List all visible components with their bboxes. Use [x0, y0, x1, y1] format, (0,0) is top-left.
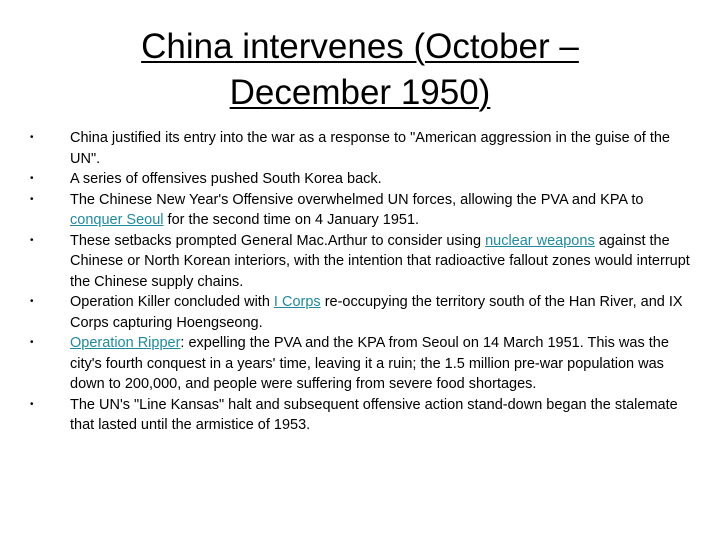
bullet-item-line-kansas — [28, 395, 690, 436]
bullet-text-pre: Operation Killer concluded with — [70, 294, 274, 310]
bullet-icon: • — [30, 296, 34, 307]
bullet-item-justification — [28, 128, 690, 169]
bullet-icon: • — [30, 193, 34, 205]
bullet-item-operation-ripper — [28, 333, 690, 395]
link-operation-ripper[interactable]: Operation Ripper — [70, 335, 181, 351]
bullet-item-offensives — [28, 169, 690, 190]
link-nuclear-weapons[interactable]: nuclear weapons — [485, 232, 595, 249]
bullet-text-post: : expelling the PVA and the KPA from Seoul on 14 March 1951. This was the city's fourth conquest in a years' time, leaving it a ruin; the 1.5 million pre-war population was down to 200,000, and people were suffering from severe food shortages. — [70, 335, 669, 392]
bullet-icon: • — [30, 132, 34, 143]
bullet-icon: • — [30, 173, 34, 184]
bullet-text-pre: The Chinese New Year's Offensive overwhelmed UN forces, allowing the PVA and KPA to — [70, 191, 644, 208]
bullet-item-nuclear — [28, 231, 690, 293]
bullet-text-post: re-occupying the territory south of the Han River, and IX Corps capturing Hoengseong. — [70, 294, 683, 331]
bullet-item-operation-killer — [28, 292, 690, 333]
title-line-2: December 1950) — [229, 73, 491, 112]
bullet-text: The UN's "Line Kansas" halt and subsequent offensive action stand-down began the stalemate that lasted until the armistice of 1953. — [70, 396, 678, 433]
bullet-icon: • — [30, 398, 34, 410]
bullet-text: China justified its entry into the war as a response to "American aggression in the guise of the UN". — [70, 130, 670, 167]
title-line-1: China intervenes (October – — [141, 27, 579, 66]
slide-title — [60, 24, 660, 116]
bullet-text-post: for the second time on 4 January 1951. — [163, 212, 420, 228]
bullet-icon: • — [30, 234, 34, 246]
bullet-text: A series of offensives pushed South Korea back. — [70, 171, 382, 187]
bullet-text-post: against the Chinese or North Korean interiors, with the intention that radioactive fallout zones would interrupt the Chinese supply chains. — [70, 232, 690, 290]
link-i-corps[interactable]: I Corps — [273, 294, 321, 310]
bullet-icon: • — [30, 337, 34, 348]
bullet-text-pre: These setbacks prompted General Mac.Arthur to consider using — [70, 232, 486, 249]
bullet-item-new-year-offensive — [28, 190, 690, 231]
bullet-list — [28, 128, 690, 436]
link-conquer-seoul[interactable]: conquer Seoul — [70, 212, 164, 228]
